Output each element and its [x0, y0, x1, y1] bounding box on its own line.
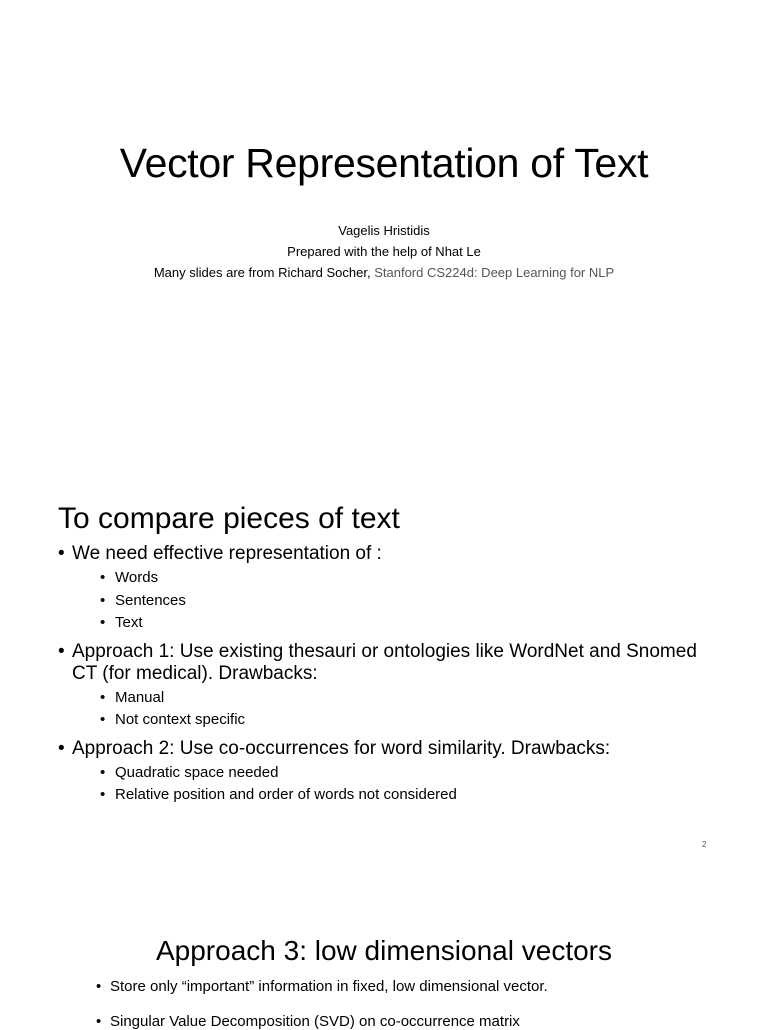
sub-bullet-text: Relative position and order of words not considered: [115, 786, 457, 803]
bullet-icon: •: [96, 1013, 102, 1030]
bullet-level1: [58, 641, 708, 732]
sub-bullet-text: Quadratic space needed: [115, 763, 279, 781]
sub-bullet: [72, 567, 708, 590]
sub-bullet-text: Not context specific: [115, 711, 246, 728]
slide2-heading: To compare pieces of text: [58, 501, 400, 535]
bullet-level1: [58, 738, 708, 807]
bullet-icon: •: [96, 978, 102, 995]
bullet-icon: •: [100, 688, 106, 706]
bullet-text: Approach 2: Use co-occurrences for word similarity. Drawbacks:: [72, 737, 611, 759]
author-name: Vagelis Hristidis: [338, 223, 430, 238]
bullet-text: Approach 1: Use existing thesauri or ontologies like WordNet and Snomed CT (for medical). Drawbacks:: [72, 640, 697, 684]
slide3-heading: Approach 3: low dimensional vectors: [155, 935, 612, 967]
slide2-bullet-list: [58, 543, 708, 813]
bullet-icon: •: [58, 737, 65, 759]
sub-bullet-text: Sentences: [115, 591, 186, 609]
sub-bullet: [72, 784, 708, 807]
help-credit: Prepared with the help of Nhat Le: [287, 244, 481, 259]
sub-bullet: [72, 709, 708, 732]
bullet-icon: •: [100, 763, 106, 781]
sub-bullet-list: [72, 567, 708, 635]
sub-bullet: [72, 762, 708, 785]
bullet-icon: •: [58, 543, 65, 564]
slide-title-heading: Vector Representation of Text: [119, 140, 649, 187]
sub-bullet: [72, 612, 708, 635]
bullet-icon: •: [100, 614, 106, 631]
bullet-icon: •: [100, 569, 106, 586]
bullet-level1: [58, 543, 708, 635]
bullet-level1: [96, 979, 610, 995]
slide-title: [0, 0, 768, 430]
sub-bullet-list: [72, 762, 708, 807]
sub-bullet: [72, 590, 708, 613]
sub-bullet-text: Manual: [115, 688, 165, 706]
slide-low-dim-vectors: [0, 870, 768, 1030]
source-credit-link: Stanford CS224d: Deep Learning for NLP: [374, 265, 615, 280]
bullet-icon: •: [100, 786, 106, 803]
bullet-icon: •: [100, 591, 106, 609]
bullet-text: We need effective representation of :: [72, 543, 382, 564]
sub-bullet-text: Text: [115, 614, 143, 631]
bullet-icon: •: [58, 640, 65, 662]
bullet-text: Store only “important” information in fixed, low dimensional vector.: [110, 978, 548, 995]
sub-bullet: [72, 687, 708, 710]
sub-bullet-list: [72, 687, 708, 732]
source-credit-prefix: Many slides are from Richard Socher,: [153, 265, 375, 280]
source-credit: [100, 266, 668, 280]
page-number: 2: [702, 840, 707, 849]
sub-bullet-text: Words: [115, 569, 159, 586]
bullet-level1: [96, 1014, 610, 1030]
bullet-icon: •: [100, 711, 106, 728]
slide-compare-text: [0, 430, 768, 870]
bullet-text: Singular Value Decomposition (SVD) on co-occurrence matrix: [110, 1013, 520, 1030]
